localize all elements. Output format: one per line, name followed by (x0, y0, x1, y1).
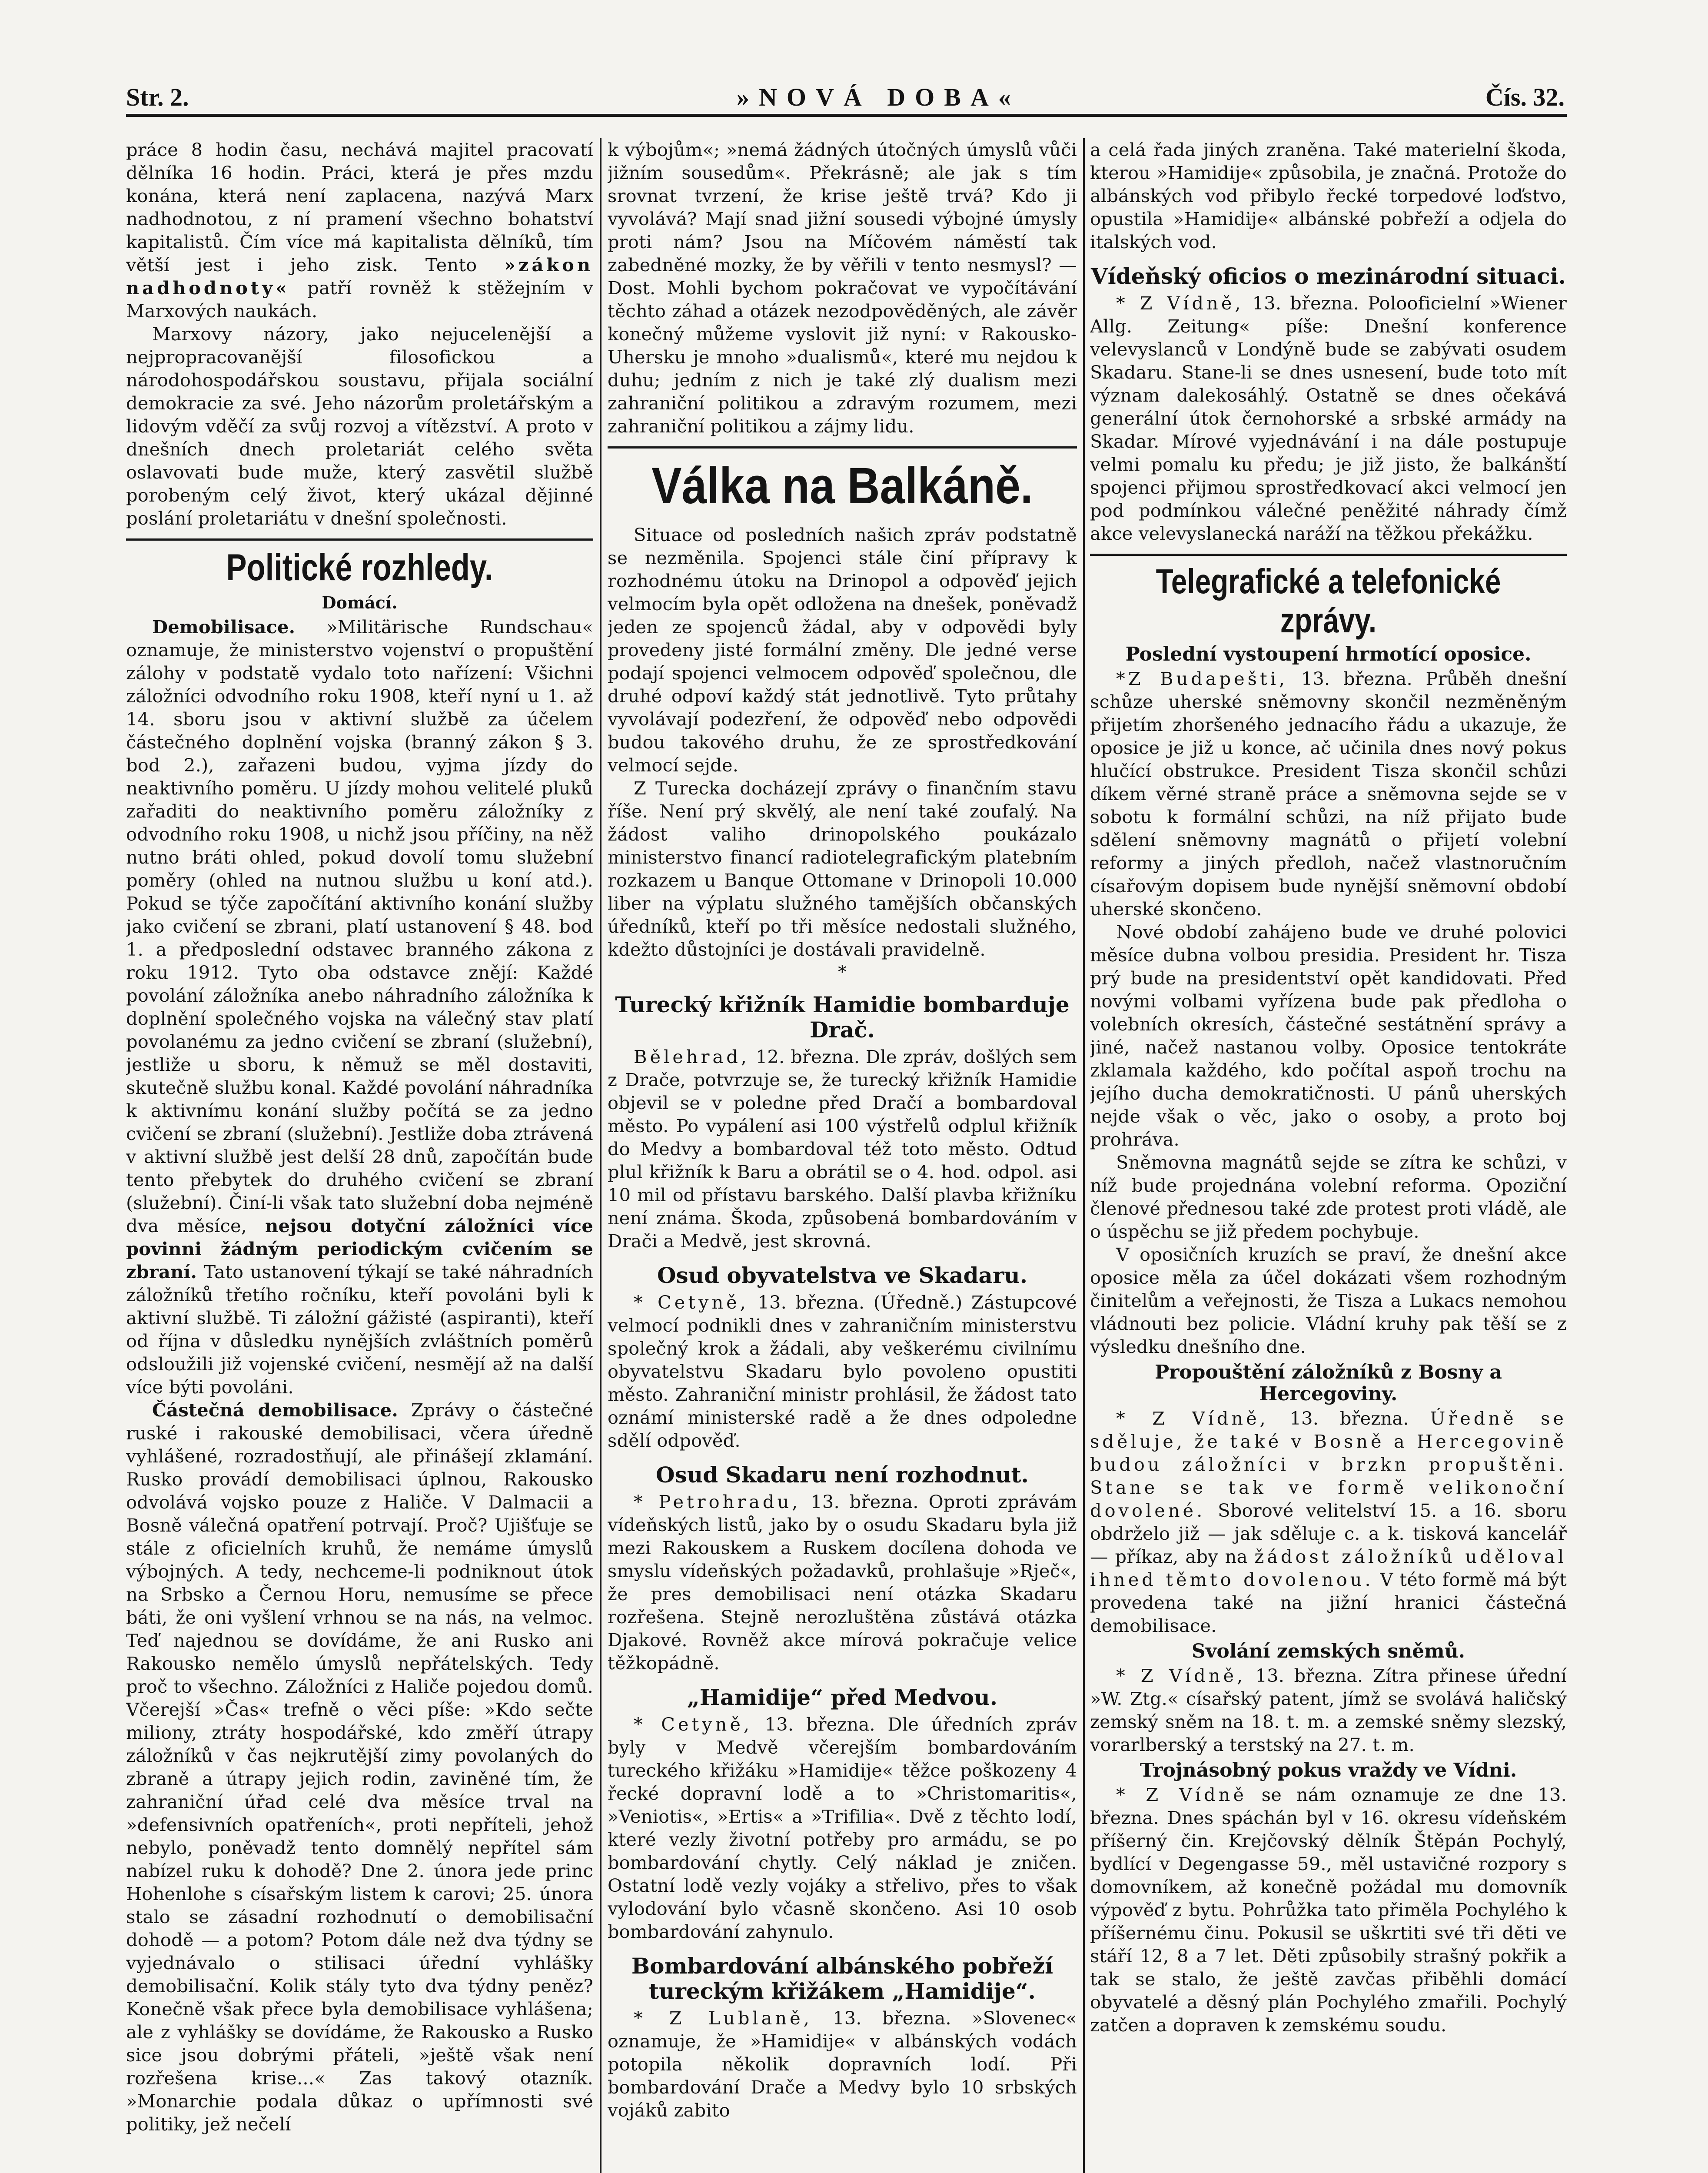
article-paragraph: *Z Budapešti, 13. března. Průběh dnešní schůze uherské sněmovny skončil nezměněným přijetím zhoršeného jednacího řádu a ukazuje, že oposice je již u konce, ač učinila dnes nový pokus hlučící obstrukce. President Tisza skončil schůzi díkem věrné straně práce a sněmovna sejde se v sobotu k formální schůzi, na níž přijato bude sdělení sněmovny magnátů o přijetí volební reformy a jiných předloh, načež vlastnoručním císařovým dopisem bude nynější sněmovní období uherské skončeno. (1090, 668, 1567, 920)
column-2 (608, 138, 1077, 2173)
article-paragraph: a celá řada jiných zraněna. Také materielní škoda, kterou »Hamidije« způsobila, je značná. Protože do albánských vod přibylo řecké torpedové loďstvo, opustila »Hamidije« albánské pobřeží a odjela do italských vod. (1090, 139, 1567, 253)
article-title: Trojnásobný pokus vraždy ve Vídni. (1140, 1759, 1517, 1781)
article-title: „Hamidije“ před Medvou. (687, 1685, 998, 1710)
article-paragraph: k výbojům«; »nemá žádných útočných úmyslů vůči jižním sousedům«. Překrásně; ale jak s tím srovnat tvrzení, že krise ještě trvá? Kdo ji vyvolává? Mají snad jižní sousedi výbojné úmysly proti nám? Jsou na Míčovém náměstí tak zabedněné mozky, že by věřili v tento nesmysl? — Dost. Mohli bychom pokračovat ve vypočítávání těchto záhad a otázek nezodpověděných, ale závěr konečný můžeme vyslovit již nyní: v Rakousko-Uhersku je mnoho »dualismů«, které mu nejdou k duhu; jedním z nich je také zlý dualism mezi zahraniční politikou a zdravým rozumem, mezi zahraniční politikou a zájmy lidu. (608, 139, 1077, 437)
article-paragraph: * Z Lublaně, 13. března. »Slovenec« oznamuje, že »Hamidije« v albánských vodách potopila několik dopravních lodí. Při bombardování Drače a Medvy bylo 10 srbských vojáků zabito (608, 2007, 1077, 2121)
article-demobilisace: Demobilisace. »Militärische Rundschau« oznamuje, že ministerstvo vojenství o propuštění zálohy v podstatě vydalo toto nařízení: Všichni záložníci odvodního roku 1908, kteří nyní u 1. až 14. sboru jsou v aktivní službě za účelem částečného doplnění vojska (branný zákon § 3. bod 2.), zařazeni budou, vyjma jízdy do neaktivního poměru. U jízdy mohou velitelé pluků zařaditi do neaktivního poměru záložníky z odvodního roku 1908, u nichž jsou příčiny, na něž nutno bráti ohled, pokud dovolí tomu služební poměry (ohled na nutnou službu u koní atd.). Pokud se týče započítání aktivního konání služby jako cvičení se zbrani, platí ustanovení § 48. bod 1. a předposlední odstavec branného zákona z roku 1912. Tyto oba odstavce znějí: Každé povolání záložníka anebo náhradního záložníka k doplnění společného vojska na válečný stav platí povolanému za jedno cvičení se zbraní (služební), jestliže u sboru, k němuž se měl dostaviti, skutečně službu konal. Každé povolání náhradníka k aktivnímu konání služby počítá se za jedno cvičení se zbraní (služební). Jestliže doba ztrávená v aktivní službě jest delší 28 dnů, započítán bude tento přebytek do druhého cvičení se zbraní (služební). Činí-li však tato služební doba nejméně dva měsíce, nejsou dotyční záložníci více povinni žádným periodickým cvičením se zbraní. Tato ustanovení týkají se také náhradních záložníků třetího ročníku, kteří povoláni byli k aktivní službě. Ti záložní gážisté (aspiranti), kteří od října v důsledku nynějších zvláštních poměrů odsloužili již vojenské cvičení, nesmějí až na další více býti povoláni. (126, 616, 593, 1398)
column-3 (1090, 138, 1567, 2173)
article-paragraph: * Z Vídně, 13. března. Úředně se sděluje, že také v Bosně a Hercegovině budou záložníci v brzkn propuštěni. Stane se tak ve formě velikonoční dovolené. Sborové velitelství 15. a 16. sboru obdrželo již — jak sděluje c. a k. tisková kancelář — příkaz, aby na žádost záložníků uděloval ihned těmto dovolenou. V této formě má být provedena také na jižní hranici částečná demobilisace. (1090, 1408, 1567, 1636)
article-paragraph: Sněmovna magnátů sejde se zítra ke schůzi, v níž bude projednána volební reforma. Opoziční členové přednesou také zde protest proti vládě, ale o úspěchu se již předem pochybuje. (1090, 1152, 1567, 1242)
article-paragraph: * Z Vídně, 13. března. Polooficielní »Wiener Allg. Zeitung« píše: Dnešní konference velevyslanců v Londýně bude se zabývati osudem Skadaru. Stane-li se dnes usnesení, bude toto mít význam dalekosáhlý. Ostatně se dnes očekává generální útok černohorské a srbské armády na Skadar. Mírové vyjednávání i na dále postupuje velmi pomalu ku předu; je již jisto, že balkánští spojenci přijmou sprostředkovací akci velmocí jen pod podmínkou válečné peněžité náhrady čímž akce velevyslanecká naráží na těžkou překážku. (1090, 292, 1567, 544)
column-divider (1083, 138, 1085, 2173)
article-paragraph: V oposičních kruzích se praví, že dnešní akce oposice měla za účel dokázati všem rozhodným činitelům a veřejnosti, že Tisza a Lukacs nemohou vládnouti bez policie. Vládní kruhy pak těší se z výsledku dnešního dne. (1090, 1244, 1567, 1357)
page-number: Str. 2. (126, 83, 189, 111)
newspaper-title: »NOVÁ DOBA« (737, 83, 1020, 111)
issue-number: Čís. 32. (1485, 83, 1565, 111)
header-rule (126, 114, 1567, 117)
article-paragraph: Nové období zahájeno bude ve druhé polovici měsíce dubna volbou presidia. President hr. Tisza prý bude na presidentství opět kandidovati. Před novými volbami vyřízena bude pak předloha o volebních okresích, částečné sestátnění správy a jiné, načež nastanou volby. Oposice tentokráte zklamala každého, kdo počítal aspoň trochu na jejího ducha demokratičnosti. U pánů uherských nejde však o věc, jako o osoby, a proto boj prohráva. (1090, 921, 1567, 1150)
section-rule (1090, 554, 1567, 556)
article-paragraph: Z Turecka docházejí zprávy o finančním stavu říše. Není prý skvělý, ale není také zoufalý. Na žádost valiho drinopolského poukázalo ministerstvo financí radiotelegrafickým platebním rozkazem u Banque Ottomane v Drinopoli 10.000 liber na výplatu služného tamějších občanských úředníků, kteří po tři měsíce nedostali služného, kdežto důstojníci je dostávali pravidelně. (608, 777, 1077, 960)
article-title: Osud obyvatelstva ve Skadaru. (657, 1263, 1028, 1288)
article-title: Poslední vystoupení hrmotící oposice. (1125, 643, 1532, 665)
section-title: Telegrafické a telefonické zprávy. (1156, 562, 1501, 640)
article-paragraph: * Z Vídně, 13. března. Zítra přinese úřední »W. Ztg.« císařský patent, jímž se svolává haličský zemský sněm na 18. t. m. a zemské sněmy slezský, vorarlberský a terstský na 27. t. m. (1090, 1665, 1567, 1755)
section-title: Politické rozhledy. (226, 547, 493, 588)
article-paragraph: * Petrohradu, 13. března. Oproti zprávám vídeňských listů, jako by o osudu Skadaru byla již mezi Rakouskem a Ruskem docílena dohoda ve smyslu vídeňských požadavků, prohlašuje »Rječ«, že pres demobilisaci není otázka Skadaru rozřešena. Stejně nerozluštěna zůstává otázka Djakové. Rovněž akce mírová pokračuje velice těžkopádně. (608, 1491, 1077, 1674)
article-paragraph: Situace od posledních našich zpráv podstatně se nezměnila. Spojenci stále činí přípravy k rozhodnému útoku na Drinopol a odpověď jejich velmocím byla opět odložena na dnešek, poněvadž jeden ze spojenců žádal, aby v odpovědi byly provedeny jisté formální změny. Dle jedné verse podají spojenci velmocem odpověď společnou, dle druhé odpoví každý stát jednotlivě. Tyto průtahy vyvolávají podezření, že odpověď nebo odpovědi budou takového druhu, že ze sprostředkování velmocí sejde. (608, 524, 1077, 776)
separator-star: * (838, 962, 847, 982)
article-paragraph: * Cetyně, 13. března. Dle úředních zpráv byly v Medvě včerejším bombardováním tureckého křižáku »Hamidije« těžce poškozeny 4 řecké dopravní lodě a to »Christomaritis«, »Veniotis«, »Ertis« a »Trifilia«. Dvě z těchto lodí, které vezly životní potřeby pro armádu, se po bombardování chytly. Celý náklad je zničen. Ostatní lodě vezly vojáky a střelivo, přes to však vylodování bylo včasně skončeno. Asi 10 osob bombardování zahynulo. (608, 1714, 1077, 1942)
article-paragraph: * Z Vídně se nám oznamuje ze dne 13. března. Dnes spáchán byl v 16. okresu vídeňském příšerný čin. Krejčovský dělník Štěpán Pochylý, bydlící v Degengasse 59., měl ustavičné rozpory s domovníkem, až konečně požádal mu domovník výpověď z bytu. Pohrůžka tato přiměla Pochylého k příšernému činu. Pokusil se uškrtiti své tři děti ve stáří 12, 8 a 7 let. Děti způsobily strašný pokřik a tak se stalo, že ještě zavčas přiběhli domácí obyvatelé a děsný plán Pochylého zmařili. Pochylý zatčen a dopraven k zemskému soudu. (1090, 1784, 1567, 2036)
section-rule (608, 446, 1077, 449)
article-paragraph: práce 8 hodin času, nechává majitel pracovatí dělníka 16 hodin. Práci, která je přes mzdu konána, která není zaplacena, nazývá Marx nadhodnotou, z ní pramení všechno bohatství kapitalistů. Čím více má kapitalista dělníků, tím větší jest i jeho zisk. Tento »zákon nadhodnoty« patří rovněž k stěžejním v Marxových naukách. (126, 139, 593, 322)
article-castecna-demobilisace: Částečná demobilisace. Zprávy o částečné ruské i rakouské demobilisaci, včera úředně vyhlášené, rozradostňují, ale přinášejí zklamání. Rusko provádí demobilisaci úplnou, Rakousko odvolává vojsko pouze z Haliče. V Dalmacii a Bosně válečná opatření potrvají. Proč? Ujišťuje se stále z oficielních kruhů, že nemáme úmyslů výbojných. A tedy, nechceme-li podniknout útok na Srbsko a Černou Horu, nemusíme se přece báti, že oni vyšlení vrhnou se na nás, na velmoc. Teď najednou se dovídáme, že ani Rusko ani Rakousko nemělo úmyslů nepřátelských. Tedy proč to všechno. Záložníci z Haliče pojedou domů. Včerejší »Čas« trefně o věci píše: »Kdo sečte miliony, ztráty hospodářské, kdo změří útrapy záložníků v čas nejkrutější zimy povolaných do zbraně a útrapy jejich rodin, zaviněné tím, že zahraniční úřad celé dva měsíce trval na »defensivních opatřeních«, proti nepříteli, jehož nebylo, poněvadž tento domnělý nepřítel sám nabízel ruku k dohodě? Dne 2. února jede princ Hohenlohe s císařským listem k carovi; 25. února stalo se zásadní rozhodnutí o demobilisační dohodě — a potom? Potom dále než dva týdny se vyjednávalo o stilisaci úřední vyhlášky demobilisační. Kolik stály tyto dva týdny peněz? Konečně však přece byla demobilisace vyhlášena; ale z vyhlášky se dovídáme, že Rakousko a Rusko sice jsou dobrými přáteli, »ještě však není rozřešena krise...« Zas takový otazník. »Monarchie podala důkaz o upřímnosti své politiky, jež nečelí (126, 1399, 593, 2135)
article-title: Svolání zemských sněmů. (1191, 1640, 1465, 1662)
column-1 (126, 138, 593, 2173)
subsection-title: Domácí. (322, 593, 398, 612)
page-header (126, 83, 1565, 110)
article-title: Bombardování albánského pobřeží tureckým křižákem „Hamidije“. (631, 1953, 1053, 2004)
article-paragraph: Marxovy názory, jako nejucelenější a nejpropracovanější filosofickou a národohospodářskou soustavu, přijala sociální demokracie za své. Jeho názorům proletářským a lidovým vděčí za svůj rozvoj a vítězství. A proto v dnešních dnech proletariát celého světa oslavovati bude muže, který zasvětil službě porobeným celý život, který ukázal dějinné poslání proletariátu v dnešní společnosti. (126, 323, 593, 529)
war-section-title: Válka na Balkáně. (651, 457, 1033, 515)
section-rule (126, 538, 593, 541)
article-paragraph: Bělehrad, 12. března. Dle zpráv, došlých sem z Drače, potvrzuje se, že turecký křižník Hamidie objevil se v poledne před Dračí a bombardoval město. Po vypálení asi 100 výstřelů odplul křižník do Medvy a bombardoval též toto město. Odtud plul křižník k Baru a obrátil se o 4. hod. odpol. asi 10 mil od přístavu barského. Další plavba křižníku není známa. Škoda, způsobená bombardováním v Drači a Medvě, jest skrovná. (608, 1046, 1077, 1252)
article-title: Osud Skadaru není rozhodnut. (656, 1462, 1029, 1488)
article-title: Vídeňský oficios o mezinárodní situaci. (1090, 263, 1566, 289)
article-title: Turecký křižník Hamidie bombarduje Drač. (615, 992, 1070, 1043)
article-title: Propouštění záložníků z Bosny a Hercegoviny. (1155, 1361, 1502, 1405)
article-paragraph: * Cetyně, 13. března. (Úředně.) Zástupcové velmocí podnikli dnes v zahraničním ministerstvu společný krok a žádali, aby veškerému civilnímu obyvatelstvu Skadaru bylo povoleno opustiti město. Zahraniční ministr prohlásil, že žádost tato oznámí ministerské radě a že dnes odpoledne sdělí odpověď. (608, 1292, 1077, 1451)
column-divider (600, 138, 601, 2173)
